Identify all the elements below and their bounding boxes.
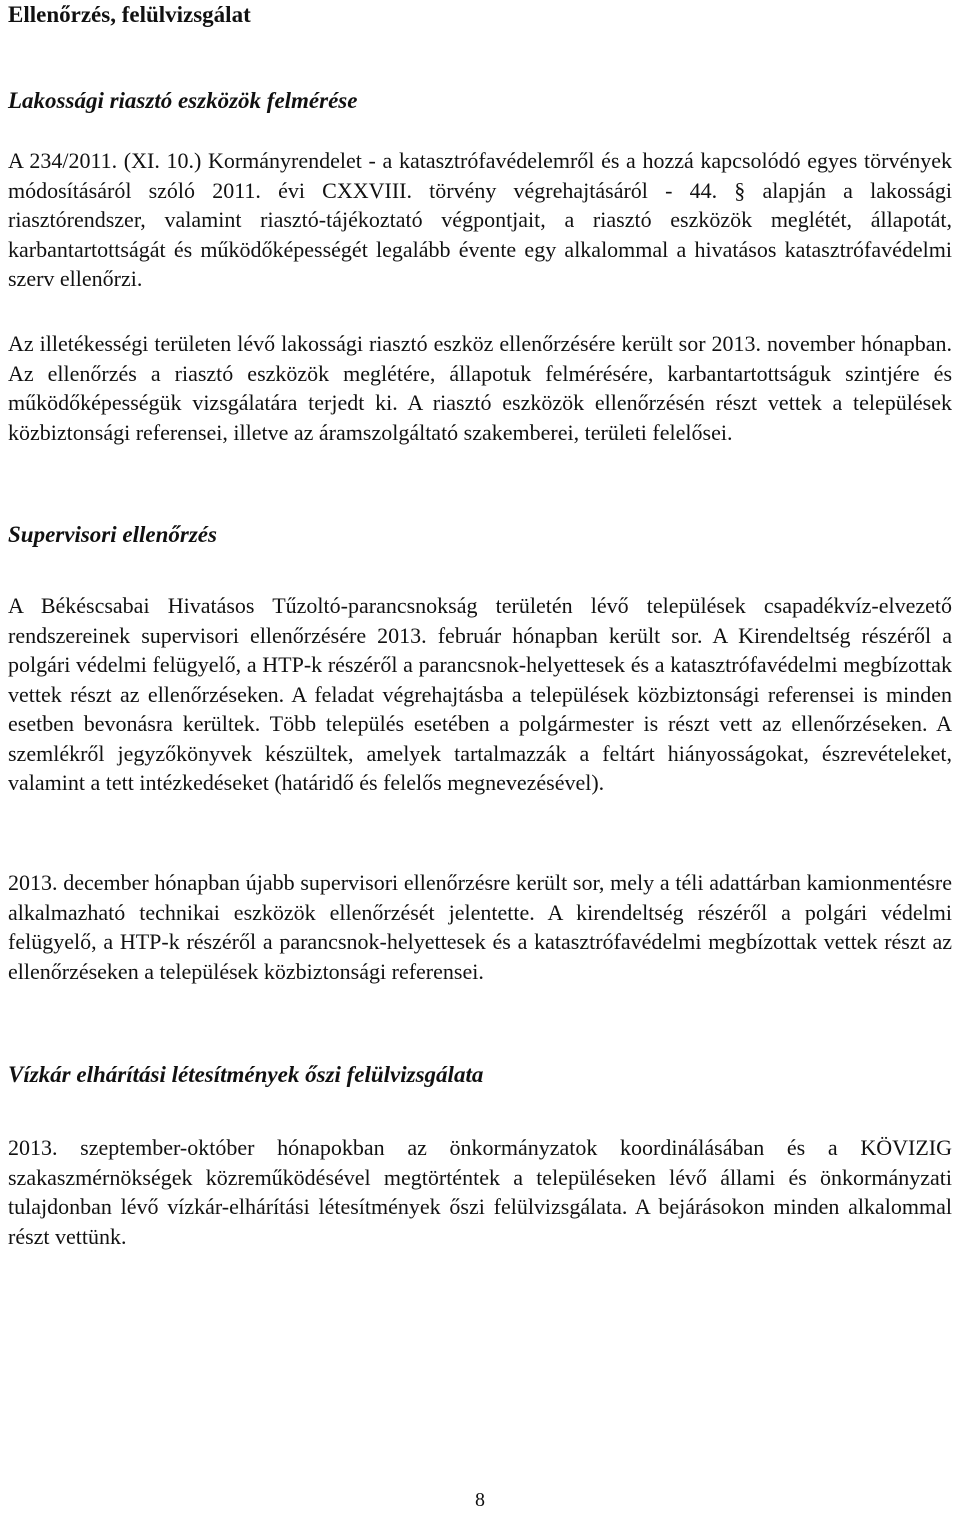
page-heading: Ellenőrzés, felülvizsgálat	[8, 2, 251, 27]
section-title-supervisori: Supervisori ellenőrzés	[8, 522, 217, 547]
paragraph-text: A 234/2011. (XI. 10.) Kormányrendelet - a katasztrófavédelemről és a hozzá kapcsolódó egyes törvények módosításáról szóló 2011. évi CXXVIII. törvény végrehajtásáról - 44. § alapján a lakossági riasztórendszer, valamint riasztó-tájékoztató végpontjait, a riasztó eszközök meglétét, állapotát, karbantartottságát és működőképességét legalább évente egy alkalommal a hivatásos katasztrófavédelmi szerv ellenőrzi.	[8, 148, 952, 291]
paragraph-text: A Békéscsabai Hivatásos Tűzoltó-parancsnokság területén lévő települések csapadékvíz-elvezető rendszereinek supervisori ellenőrzésére 2013. február hónapban került sor. A Kirendeltség részéről a polgári védelmi felügyelő, a HTP-k részéről a parancsnok-helyettesek és a katasztrófavédelmi megbízottak vettek részt az ellenőrzéseken. A feladat végrehajtásba a települések közbiztonsági referensei is minden esetben bevonásra kerültek. Több település esetében a polgármester is részt vett az ellenőrzéseken. A szemlékről jegyzőkönyvek készültek, amelyek tartalmazzák a feltárt hiányosságokat, észrevételeket, valamint a tett intézkedéseket (határidő és felelős megnevezésével).	[8, 593, 952, 795]
section-title-riaszto: Lakossági riasztó eszközök felmérése	[8, 88, 358, 113]
page-number: 8	[475, 1489, 485, 1511]
paragraph-riaszto-2	[8, 329, 952, 447]
section-title-vizkar: Vízkár elhárítási létesítmények őszi felülvizsgálata	[8, 1062, 484, 1087]
paragraph-text: 2013. szeptember-október hónapokban az önkormányzatok koordinálásában és a KÖVIZIG szakaszmérnökségek közreműködésével megtörténtek a településeken lévő állami és önkormányzati tulajdonban lévő vízkár-elhárítási létesítmények őszi felülvizsgálata. A bejárásokon minden alkalommal részt vettünk.	[8, 1135, 952, 1249]
paragraph-supervisori-2	[8, 868, 952, 986]
paragraph-text: 2013. december hónapban újabb supervisori ellenőrzésre került sor, mely a téli adattárban kamionmentésre alkalmazható technikai eszközök ellenőrzését jelentette. A kirendeltség részéről a polgári védelmi felügyelő, a HTP-k részéről a parancsnok-helyettesek és a katasztrófavédelmi megbízottak vettek részt az ellenőrzéseken a települések közbiztonsági referensei.	[8, 870, 952, 984]
paragraph-supervisori-1	[8, 591, 952, 798]
paragraph-text: Az illetékességi területen lévő lakossági riasztó eszköz ellenőrzésére került sor 2013. november hónapban. Az ellenőrzés a riasztó eszközök meglétére, állapotuk felmérésére, karbantartottságuk szintjére és működőképességük vizsgálatára terjedt ki. A riasztó eszközök ellenőrzésén részt vettek a települések közbiztonsági referensei, illetve az áramszolgáltató szakemberei, területi felelősei.	[8, 331, 952, 445]
paragraph-vizkar-1	[8, 1133, 952, 1251]
paragraph-riaszto-1	[8, 146, 952, 294]
